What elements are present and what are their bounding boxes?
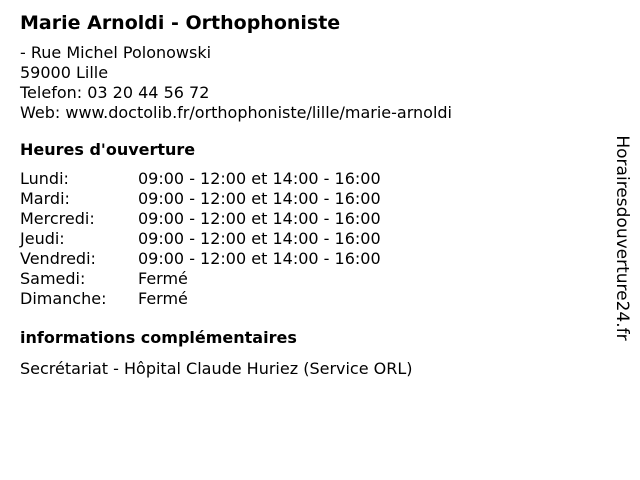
day-label: Dimanche: [20,289,107,308]
hours-row-tuesday [20,189,600,209]
hours-table [20,169,600,309]
phone-number: Telefon: 03 20 44 56 72 [20,83,210,102]
site-watermark: Horairesdouverture24.fr [612,135,632,341]
day-hours: Fermé [138,269,188,288]
day-hours: 09:00 - 12:00 et 14:00 - 16:00 [138,229,381,248]
day-hours: 09:00 - 12:00 et 14:00 - 16:00 [138,249,381,268]
day-hours: Fermé [138,289,188,308]
hours-row-sunday [20,289,600,309]
hours-row-friday [20,249,600,269]
day-hours: 09:00 - 12:00 et 14:00 - 16:00 [138,209,381,228]
hours-row-monday [20,169,600,189]
day-label: Jeudi: [20,229,65,248]
info-heading: informations complémentaires [20,328,297,347]
day-label: Mardi: [20,189,70,208]
day-hours: 09:00 - 12:00 et 14:00 - 16:00 [138,169,381,188]
hours-heading: Heures d'ouverture [20,140,196,159]
address-block [20,43,600,123]
hours-row-thursday [20,229,600,249]
day-hours: 09:00 - 12:00 et 14:00 - 16:00 [138,189,381,208]
info-text: Secrétariat - Hôpital Claude Huriez (Service ORL) [20,359,413,378]
city-address: 59000 Lille [20,63,109,82]
day-label: Lundi: [20,169,69,188]
day-label: Vendredi: [20,249,96,268]
hours-row-saturday [20,269,600,289]
business-card [20,10,600,379]
website-url: Web: www.doctolib.fr/orthophoniste/lille/marie-arnoldi [20,103,452,122]
day-label: Mercredi: [20,209,95,228]
page-title: Marie Arnoldi - Orthophoniste [20,12,341,34]
day-label: Samedi: [20,269,86,288]
street-address: - Rue Michel Polonowski [20,43,212,62]
hours-row-wednesday [20,209,600,229]
